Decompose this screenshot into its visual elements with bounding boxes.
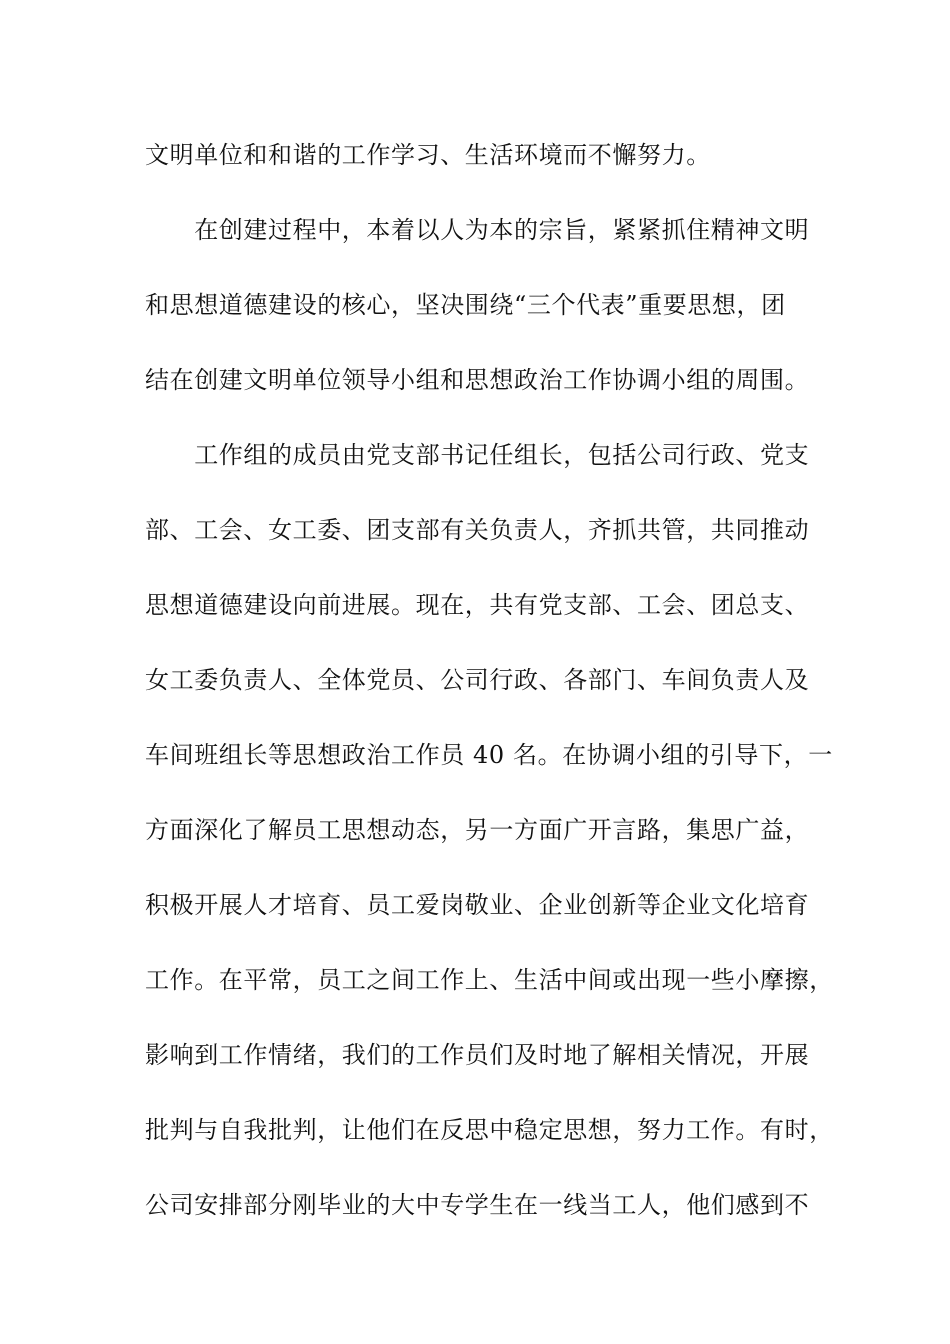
text-line: 影响到工作情绪，我们的工作员们及时地了解相关情况，开展 (145, 1041, 810, 1069)
text-line: 和思想道德建设的核心，坚决围绕“三个代表”重要思想，团 (145, 291, 786, 319)
text-line: 思想道德建设向前进展。现在，共有党支部、工会、团总支、 (145, 591, 810, 619)
text-line: 车间班组长等思想政治工作员 40 名。在协调小组的引导下，一 (145, 741, 833, 769)
text-line: 批判与自我批判，让他们在反思中稳定思想，努力工作。有时， (145, 1116, 834, 1144)
body-text (145, 131, 834, 1256)
text-line: 部、工会、女工委、团支部有关负责人，齐抓共管，共同推动 (145, 516, 810, 544)
text-line: 工作。在平常，员工之间工作上、生活中间或出现一些小摩擦， (145, 966, 834, 994)
text-line: 积极开展人才培育、员工爱岗敬业、企业创新等企业文化培育 (145, 891, 810, 919)
text-line: 文明单位和和谐的工作学习、生活环境而不懈努力。 (145, 141, 711, 169)
text-line: 公司安排部分刚毕业的大中专学生在一线当工人，他们感到不 (145, 1191, 810, 1219)
text-line: 女工委负责人、全体党员、公司行政、各部门、车间负责人及 (145, 666, 810, 694)
text-line: 结在创建文明单位领导小组和思想政治工作协调小组的周围。 (145, 366, 810, 394)
text-line: 工作组的成员由党支部书记任组长，包括公司行政、党支 (145, 441, 810, 469)
text-line: 在创建过程中，本着以人为本的宗旨，紧紧抓住精神文明 (145, 216, 810, 244)
text-line: 方面深化了解员工思想动态，另一方面广开言路，集思广益， (145, 816, 810, 844)
